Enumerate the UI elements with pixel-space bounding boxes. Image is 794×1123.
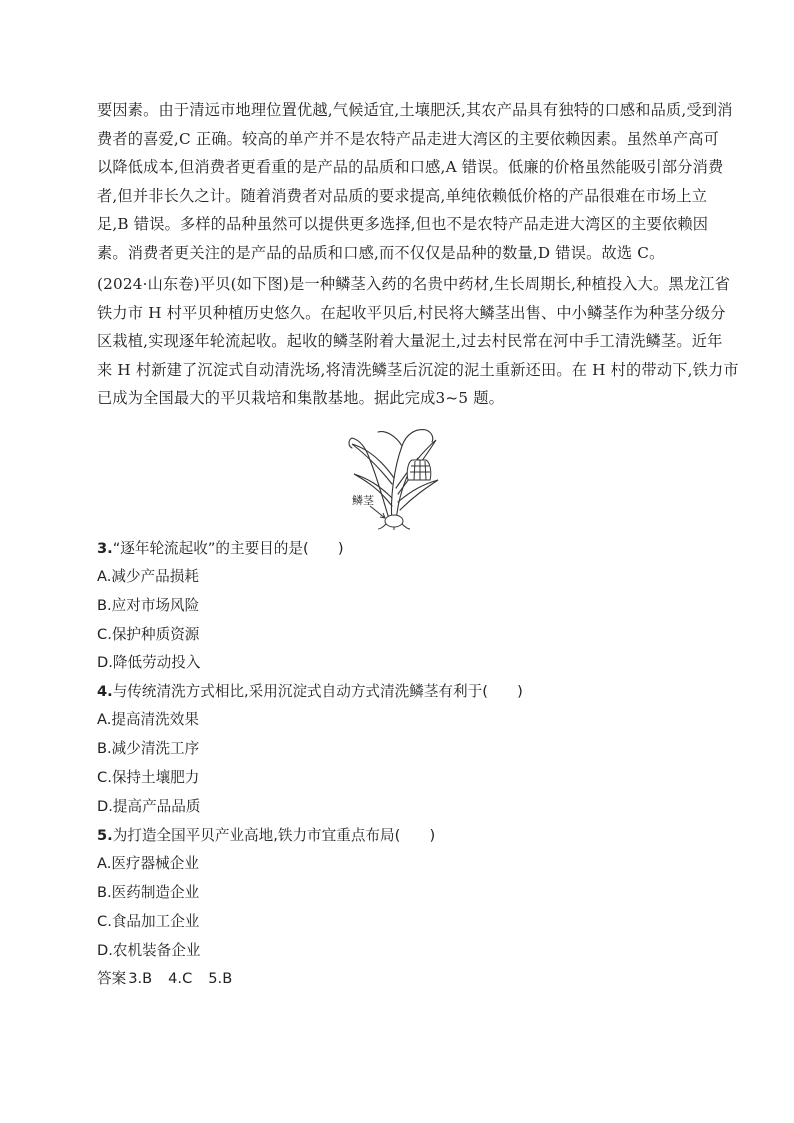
option-4b: B.减少清洗工序 (97, 740, 200, 757)
option-4c: C.保持土壤肥力 (97, 769, 200, 786)
text-line: 足,B 错误。多样的品种虽然可以提供更多选择,但也不是农特产品走进大湾区的主要依赖因 (97, 215, 709, 233)
question-stem: “逐年轮流起收”的主要目的是( ) (112, 540, 344, 557)
text-line: 已成为全国最大的平贝栽培和集散基地。据此完成3~5 题。 (97, 389, 504, 407)
text-line: 区栽植,实现逐年轮流起收。起收的鳞茎附着大量泥土,过去村民常在河中手工清洗鳞茎。近年 (97, 332, 723, 350)
question-5 (97, 826, 435, 846)
material-paragraph (97, 270, 739, 413)
text-line: (2024·山东卷)平贝(如下图)是一种鳞茎入药的名贵中药材,生长周期长,种植投入大。黑龙江省 (97, 275, 730, 293)
answer-item: 5.B (208, 970, 233, 987)
option-5c: C.食品加工企业 (97, 913, 200, 930)
answer-line (97, 969, 248, 989)
text-line: 者,但并非长久之计。随着消费者对品质的要求提高,单纯依赖低价格的产品很难在市场上立 (97, 186, 708, 205)
text-line: 要因素。由于清远市地理位置优越,气候适宜,土壤肥沃,其农产品具有独特的口感和品质,受到消 (97, 101, 733, 119)
text-line: 费者的喜爱,C 正确。较高的单产并不是农特产品走进大湾区的主要依赖因素。虽然单产高可 (97, 129, 719, 148)
bulb-label: 鳞茎 (352, 494, 374, 507)
label-arrow (370, 506, 385, 518)
text-line: 来 H 村新建了沉淀式自动清洗场,将清洗鳞茎后沉淀的泥土重新还田。在 H 村的带动下,铁力市 (97, 360, 739, 379)
option-5a: A.医疗器械企业 (97, 855, 199, 872)
question-3 (97, 539, 344, 559)
answer-label: 答案 (97, 970, 127, 987)
text-line: 素。消费者更关注的是产品的品质和口感,而不仅仅是品种的数量,D 错误。故选 C。 (97, 243, 665, 262)
question-stem: 为打造全国平贝产业高地,铁力市宜重点布局( ) (112, 827, 436, 844)
text-line: 以降低成本,但消费者更看重的是产品的品质和口感,A 错误。低廉的价格虽然能吸引部分消费 (97, 158, 724, 176)
option-3b: B.应对市场风险 (97, 597, 200, 614)
option-4d: D.提高产品品质 (97, 798, 201, 815)
question-number: 4. (97, 683, 113, 700)
question-number: 3. (97, 540, 113, 557)
question-stem: 与传统清洗方式相比,采用沉淀式自动方式清洗鳞茎有利于( ) (112, 683, 523, 700)
question-number: 5. (97, 827, 113, 844)
option-3c: C.保护种质资源 (97, 626, 200, 643)
answer-item: 4.C (168, 970, 193, 987)
answer-item: 3.B (128, 970, 153, 987)
option-5d: D.农机装备企业 (97, 942, 201, 959)
fritillaria-plant-illustration (340, 418, 450, 530)
text-line: 铁力市 H 村平贝种植历史悠久。在起收平贝后,村民将大鳞茎出售、中小鳞茎作为种茎分级分 (97, 303, 726, 322)
option-3d: D.降低劳动投入 (97, 654, 201, 671)
option-3a: A.减少产品损耗 (97, 568, 199, 585)
question-4 (97, 682, 523, 702)
explanation-paragraph (97, 96, 733, 267)
fritillaria-figure (340, 418, 450, 530)
option-5b: B.医药制造企业 (97, 884, 200, 901)
option-4a: A.提高清洗效果 (97, 711, 199, 728)
